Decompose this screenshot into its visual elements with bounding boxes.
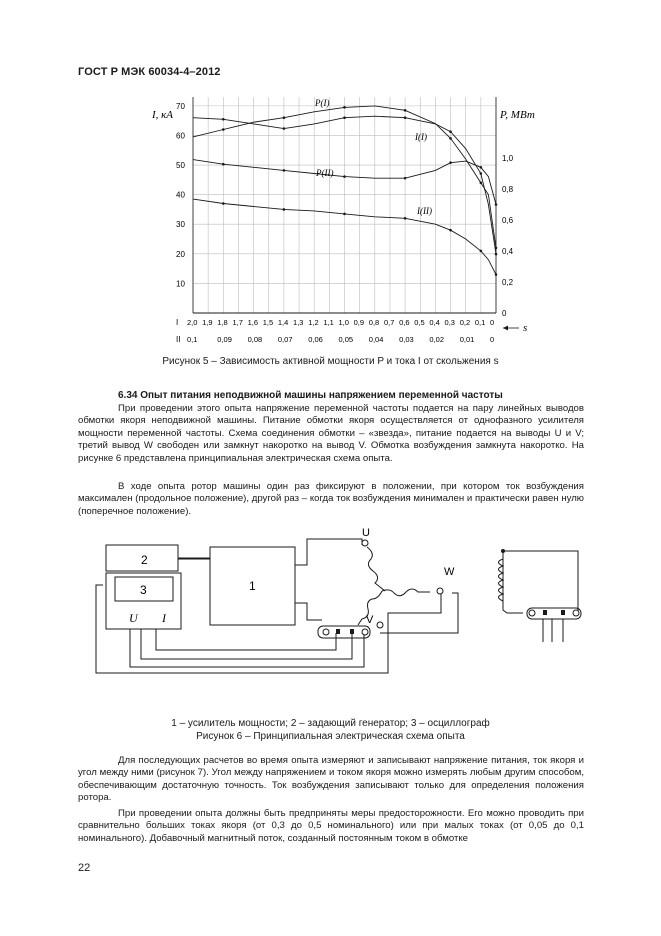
data-point: [404, 116, 407, 119]
x-axis-label: s: [523, 322, 528, 334]
figure5-chart: [0, 0, 661, 345]
data-point: [343, 175, 346, 178]
y-left-tick-label: 30: [176, 220, 185, 230]
x-tick-label-row-i: 0,4: [429, 318, 440, 327]
data-point: [480, 250, 483, 253]
figure5-caption: Рисунок 5 – Зависимость активной мощности P и тока I от скольжения s: [162, 356, 499, 367]
box3-label: 3: [140, 583, 147, 597]
x-tick-label-row-i: 1,8: [217, 318, 228, 327]
data-point: [404, 109, 407, 112]
x-tick-label-row-i: 0,1: [474, 318, 486, 327]
series-label: P(II): [316, 168, 334, 178]
data-point: [222, 128, 225, 131]
x-row-ii-label: II: [176, 335, 181, 344]
x-tick-label-row-ii: 0,08: [247, 335, 263, 344]
terminal-v-label: V: [366, 614, 374, 626]
section-paragraph-1: При проведении этого опыта напряжение переменной частоты подается на пару линейных выводов обмотки якоря неподвижной машины. Питание обмотки якоря осуществляется от однофазного усилителя мощности переменной частоты. Схема соединения обмотки – «звезда», питание подается на выводы U и V; третий вывод W свободен или замкнут накоротко на вывод V. Обмотка возбуждения замкнута накоротко. На рисунке 6 представлена принципиальная электрическая схема опыта.: [78, 403, 584, 464]
data-point: [283, 116, 286, 119]
terminal-w-label: W: [444, 566, 455, 578]
data-point: [480, 172, 483, 175]
x-tick-label-row-ii: 0,04: [368, 335, 384, 344]
x-tick-label-row-i: 1,1: [323, 318, 334, 327]
x-tick-label-row-i: 0,6: [399, 318, 410, 327]
x-tick-label-row-i: 0,2: [459, 318, 471, 327]
x-tick-label-row-i: 1,7: [232, 318, 243, 327]
y-right-tick-label: 0,6: [502, 216, 514, 225]
x-tick-label-row-i: 0,3: [444, 318, 455, 327]
y-right-tick-label: 0,8: [502, 185, 514, 194]
y-left-tick-label: 40: [176, 190, 185, 200]
data-point: [495, 273, 498, 276]
series-label: P(I): [315, 98, 330, 108]
x-tick-label-row-i: 1,3: [293, 318, 304, 327]
data-point: [343, 106, 346, 109]
x-tick-label-row-i: 1,0: [338, 318, 349, 327]
y-left-tick-label: 60: [176, 131, 185, 141]
data-point: [404, 177, 407, 180]
data-point: [495, 247, 498, 250]
x-tick-label-row-ii: 0,05: [338, 335, 354, 344]
data-point: [480, 166, 483, 169]
x-tick-label-row-i: 0,9: [353, 318, 365, 327]
data-point: [449, 161, 452, 164]
x-tick-label-row-ii: 0,07: [277, 335, 293, 344]
data-point: [449, 229, 452, 232]
document-header: ГОСТ Р МЭК 60034-4–2012: [78, 66, 221, 78]
x-tick-label-row-i: 1,5: [262, 318, 274, 327]
x-row-i-label: I: [176, 318, 179, 327]
y-right-axis-label: P, МВт: [500, 109, 535, 121]
x-tick-label-row-i: 1,4: [277, 318, 289, 327]
figure6-schematic: [0, 525, 661, 675]
x-tick-label-row-i: 1,6: [247, 318, 259, 327]
figure6-caption: Рисунок 6 – Принципиальная электрическая схема опыта: [196, 731, 465, 742]
x-tick-label-row-ii: 0,1: [187, 335, 198, 344]
x-tick-label-row-i: 0,8: [368, 318, 380, 327]
x-tick-label-row-ii: 0,06: [308, 335, 323, 344]
page-number: 22: [78, 862, 91, 874]
x-arrow-head: [503, 326, 508, 331]
section-title: 6.34 Опыт питания неподвижной машины напряжением переменной частоты: [118, 390, 503, 401]
data-point: [404, 217, 407, 220]
data-point: [283, 208, 286, 211]
data-point: [222, 118, 225, 121]
x-tick-label-row-i: 1,2: [308, 318, 319, 327]
data-point: [222, 163, 225, 166]
data-point: [222, 202, 225, 205]
figure6-legend: [0, 718, 661, 729]
data-point: [343, 213, 346, 216]
box1-label: 1: [249, 579, 256, 593]
x-tick-label-row-ii: 0,09: [217, 335, 232, 344]
data-point: [283, 169, 286, 172]
after-paragraph-2: При проведении опыта должны быть предприняты меры предосторожности. Его можно проводить при сравнительно больших токах якоря (от 0,3 до 0,5 номинального) или при малых токах (от 0,05 до 0,1 номинального). Добавочный магнитный поток, созданный постоянным током в обмотке: [78, 808, 584, 844]
data-point: [495, 203, 498, 206]
x-tick-label-row-i: 0,5: [414, 318, 425, 327]
terminal-u-label: U: [362, 527, 370, 539]
data-point: [283, 127, 286, 130]
data-point: [480, 182, 483, 185]
y-left-tick-label: 70: [176, 101, 185, 111]
series-label: I(I): [415, 132, 427, 142]
x-tick-label-row-i: 0,7: [383, 318, 395, 327]
y-left-axis-label: I, кА: [152, 109, 174, 121]
data-point: [449, 137, 452, 140]
x-tick-label-row-i: 2,0: [187, 318, 198, 327]
x-tick-label-row-ii: 0,03: [399, 335, 414, 344]
data-point: [343, 116, 346, 119]
y-left-tick-label: 50: [176, 161, 185, 171]
y-right-tick-label: 1,0: [502, 154, 514, 163]
osc-input-i: I: [162, 611, 166, 625]
osc-input-u: U: [129, 611, 138, 625]
y-right-tick-label: 0,4: [502, 247, 514, 256]
x-tick-label-row-i: 0: [490, 318, 495, 327]
series-label: I(II): [417, 206, 432, 216]
x-tick-label-row-ii: 0: [490, 335, 495, 344]
y-right-tick-label: 0,2: [502, 278, 514, 287]
y-left-tick-label: 10: [176, 279, 185, 289]
data-point: [495, 253, 498, 256]
figure6-legend-text: 1 – усилитель мощности; 2 – задающий генератор; 3 – осциллограф: [171, 718, 490, 729]
after-paragraph-1: Для последующих расчетов во время опыта измеряют и записывают напряжение питания, ток якоря и угол между ними (рисунок 7). Угол между напряжением и током якоря можно измерять любым другим способом, обеспечивающим достаточную точность. Ток возбуждения записывают только для определения положения ротора.: [78, 755, 584, 804]
y-right-tick-label: 0: [502, 309, 507, 318]
box2-label: 2: [141, 553, 148, 567]
x-tick-label-row-i: 1,9: [202, 318, 213, 327]
y-left-tick-label: 20: [176, 249, 185, 259]
section-paragraph-2: В ходе опыта ротор машины один раз фиксируют в положении, при котором ток возбуждения максимален (продольное положение), другой раз – когда ток возбуждения минимален и практически равен нулю (поперечное положение).: [78, 481, 584, 517]
data-point: [449, 130, 452, 133]
x-tick-label-row-ii: 0,01: [459, 335, 475, 344]
x-tick-label-row-ii: 0,02: [429, 335, 445, 344]
